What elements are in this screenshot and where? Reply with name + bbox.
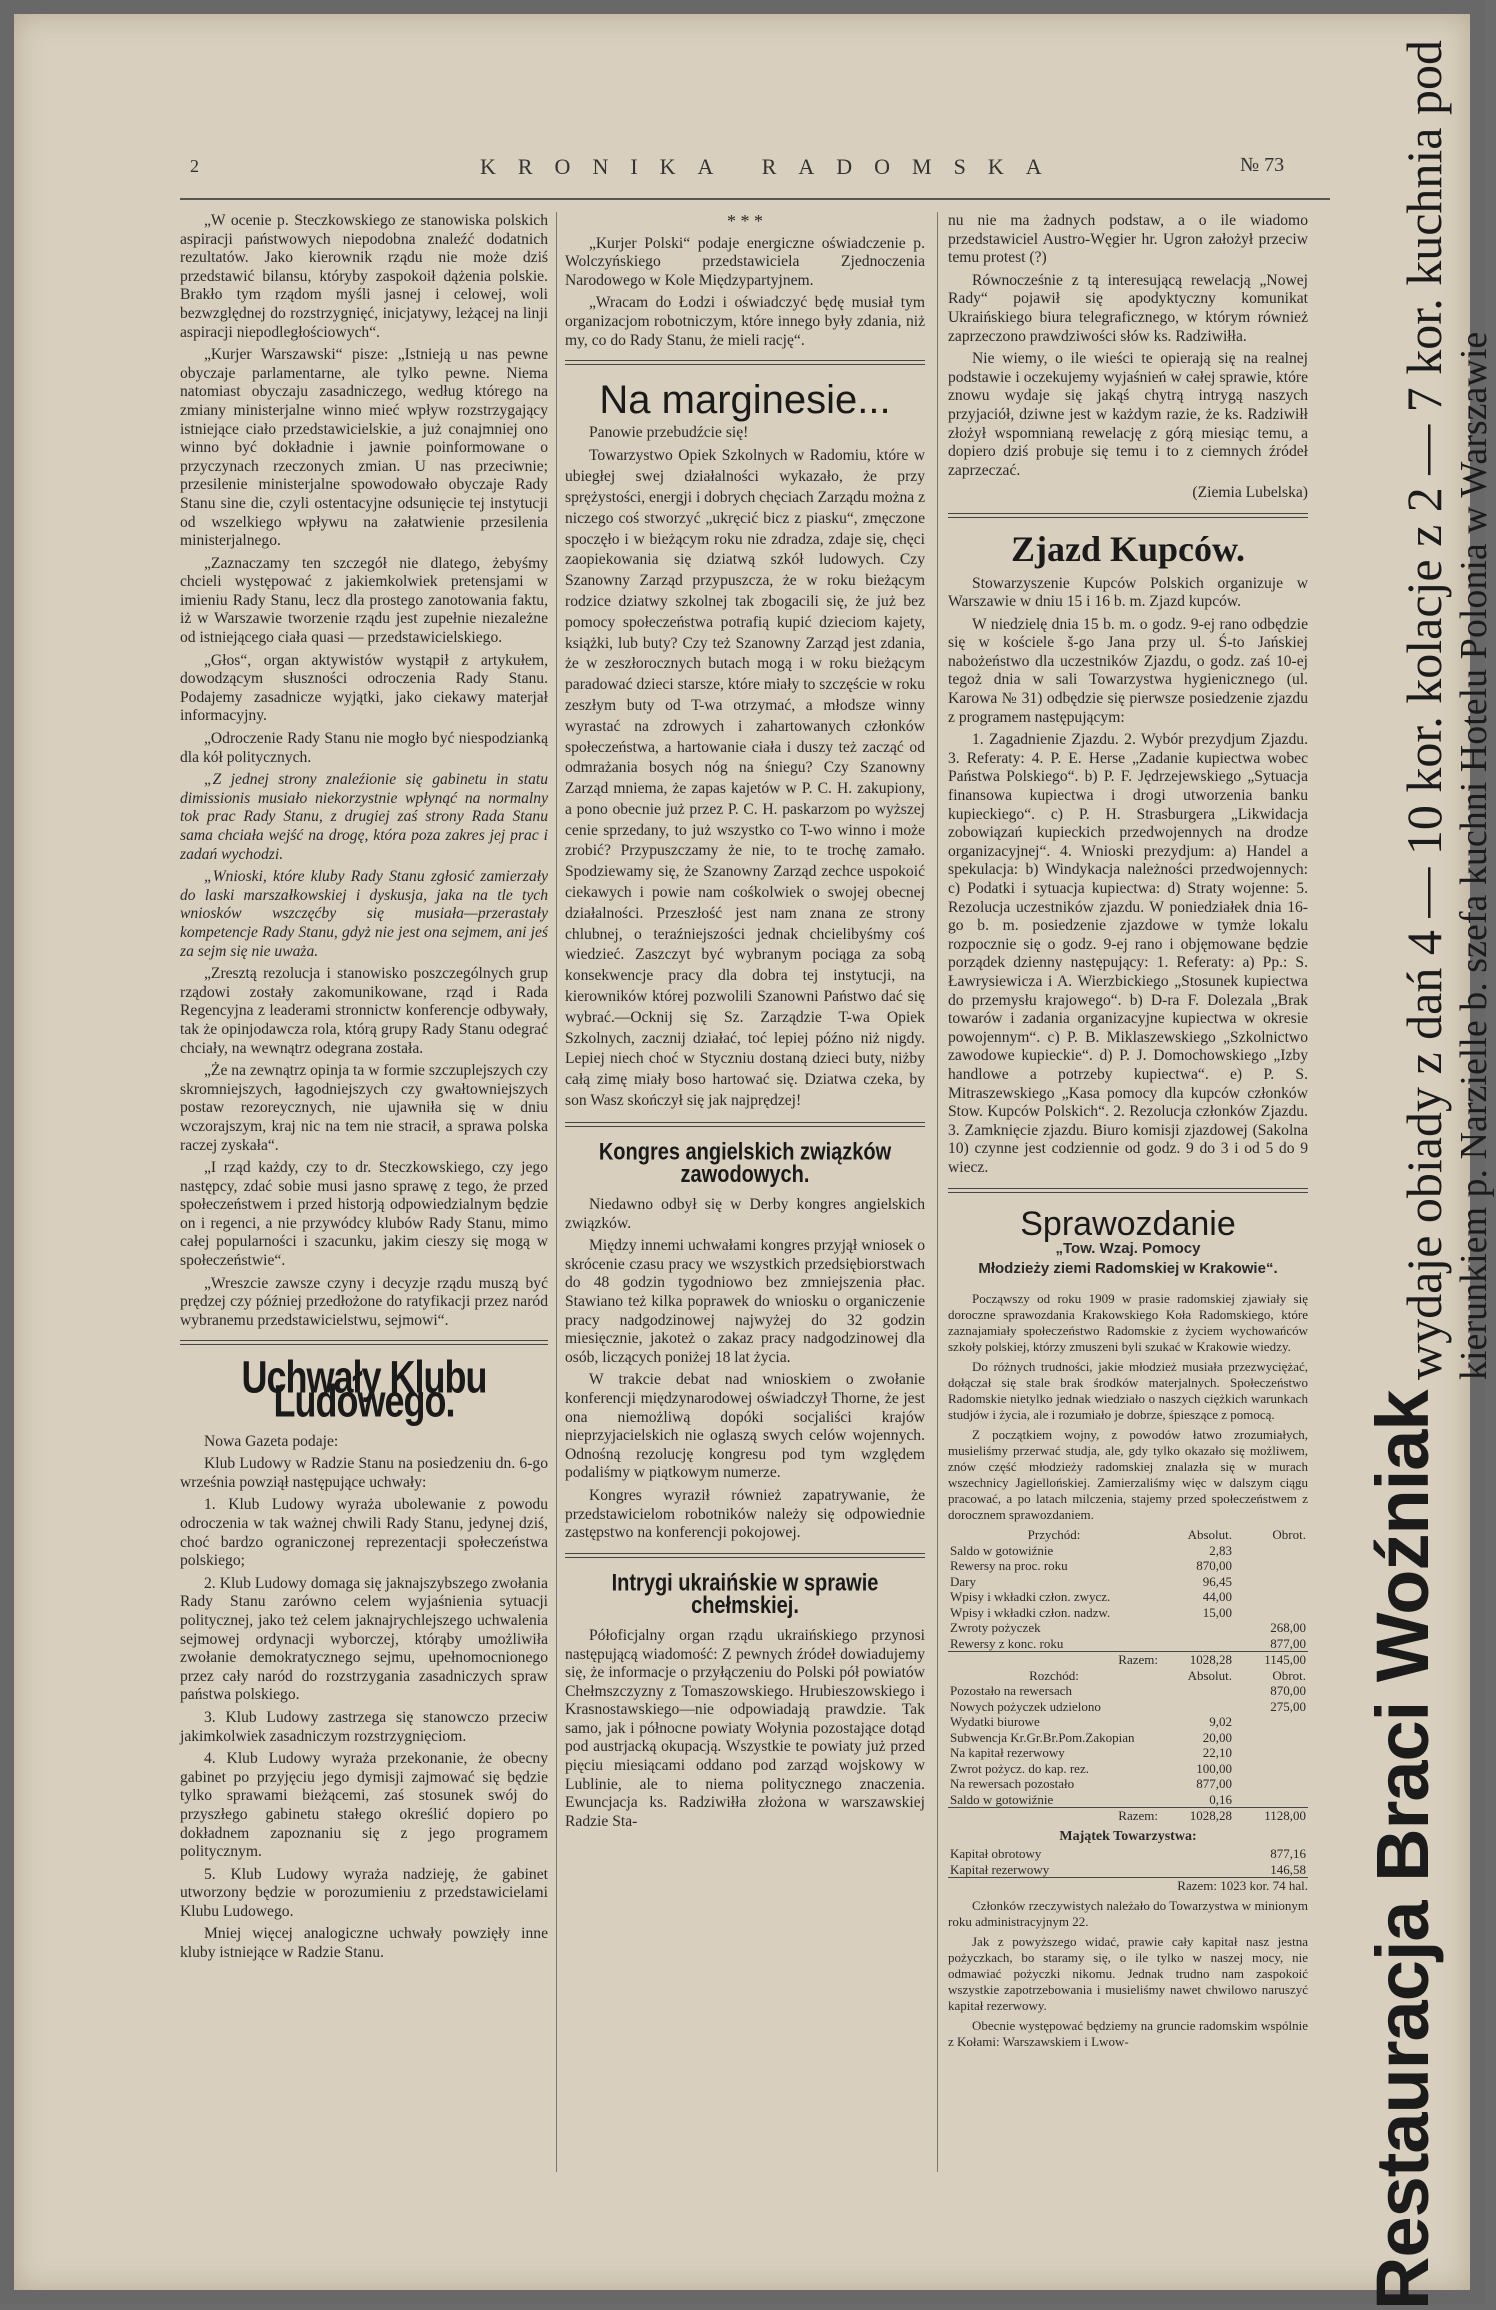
subtitle-line: „Tow. Wzaj. Pomocy: [1055, 1240, 1201, 1258]
paragraph: „Że na zewnątrz opinja ta w formie szczuplejszych czy skromniejszych, łagodniejszych czy gwałtowniejszych postaw rezoreycznych, nie ujawniła się w dniu wczorajszym, kraj nic na tem nie stracił, a sprawa polska raczej zyskała“.: [180, 1062, 548, 1154]
section-divider: [565, 1553, 925, 1558]
column-3: [948, 212, 1308, 2054]
table-cell: Saldo w gotowiźnie: [950, 1542, 1054, 1558]
article-title-na-marginesie: Na marginesie...: [599, 378, 891, 423]
table-cell: 100,00: [1196, 1760, 1232, 1776]
page-header: [180, 152, 1330, 188]
paragraph: „Wreszcie zawsze czyny i decyzje rządu muszą być prędzej czy później przedłożone do ratyfikacji przez naród wybranemu przedstawicielstwu, sejmowi“.: [180, 1274, 548, 1329]
table-cell: 870,00: [1196, 1558, 1232, 1574]
table-cell: 1028,28: [1189, 1652, 1232, 1668]
table-header-row: [948, 1668, 1308, 1684]
paragraph: „Zresztą rezolucja i stanowisko poszczególnych grup rządowi zostały zakomunikowane, rząd i Rada Regencyjna z leaderami stronnictw konferencje odbywały, tak że opinjodawcza rola, którą grupy Rady Stanu odegrać chciały, na wewnątrz odegrana została.: [180, 965, 548, 1057]
article-title-kongres: Kongres angielskich związków zawodowych.: [598, 1138, 892, 1188]
table-row: [948, 1558, 1308, 1574]
issue-number: № 73: [1240, 154, 1285, 176]
section-divider: [948, 1188, 1308, 1193]
table-cell: 20,00: [1202, 1729, 1232, 1745]
table-cell: Razem:: [1118, 1652, 1158, 1668]
paragraph: Mniej więcej analogiczne uchwały powzięły inne kluby istniejące w Radzie Stanu.: [180, 1925, 548, 1962]
table-cell: [1234, 1792, 1308, 1808]
table-cell: Wpisy i wkładki człon. zwycz.: [950, 1589, 1111, 1605]
table-cell: [1234, 1776, 1308, 1792]
paragraph: Równocześnie z tą interesującą rewelacją „Nowej Rady“ pojawił się apodyktyczny komunikat Ukraińskiego biura telegraficznego, w którym również zaprzeczono prawdziwości słów ks. Radziwiłła.: [948, 271, 1308, 345]
table-cell: Pozostało na rewersach: [950, 1683, 1073, 1699]
table-row: [948, 1730, 1308, 1746]
table-cell: Na kapitał rezerwowy: [950, 1745, 1065, 1761]
table-cell: [1160, 1699, 1234, 1715]
article-title-klub-ludowy: Uchwały Klubu Ludowego.: [241, 1351, 487, 1427]
paragraph: Kongres wyraził również zapatrywanie, że przedstawicielom robotników należy się odpowiednie zastępstwo na konferencji pokojowej.: [565, 1486, 925, 1542]
table-row: [948, 1589, 1308, 1605]
table-row: [948, 1714, 1308, 1730]
table-header-row: [948, 1527, 1308, 1543]
table-cell: 9,02: [1209, 1714, 1232, 1730]
section-divider: [565, 1122, 925, 1127]
advertisement-line-3: kierunkiem p. Narzielle b. szefa kuchni Hotelu Polonia w Warszawie: [1453, 331, 1495, 1380]
table-row: [948, 1574, 1308, 1590]
table-row: [948, 1620, 1308, 1636]
paragraph: 5. Klub Ludowy wyraża nadzieję, że gabinet utworzony będzie w porozumieniu z przedstawicielami Klubu Ludowego.: [180, 1865, 548, 1920]
table-cell: [1234, 1761, 1308, 1777]
column-2: [565, 212, 925, 1835]
paragraph: „Kurjer Warszawski“ pisze: „Istnieją u nas pewne obyczaje parlamentarne, ale tylko pewne. Niema natomiast obyczaju zasadniczego, według którego na zmiany ministerjalne winno mieć wpływ rozstrzygający istniejące ciało przedstawicielskie, a już conajmniej ono winno być dokładnie i jawnie poinformowane o przyczynach rzeczonych zmian. U nas przeciwnie; przesilenie ministerjalne spowodowało obyczaje Rady Stanu sine die, czyli ostentacyjne odsunięcie tej instytucji od wszelkiego wpływu na załatwienie przesilenia ministerjalnego.: [180, 346, 548, 550]
table-cell: [1234, 1558, 1308, 1574]
paragraph: Panowie przebudźcie się!: [589, 423, 749, 441]
table-cell: 96,45: [1202, 1573, 1232, 1589]
table-cell: [1160, 1683, 1234, 1699]
table-cell: 275,00: [1270, 1698, 1306, 1714]
table-header-cell: Absolut.: [1187, 1527, 1232, 1543]
paragraph: Towarzystwo Opiek Szkolnych w Radomiu, które w ubiegłej swej działalności wykazało, że przy sprężystości, energji i dobrych chęciach Zarządu można z niczego coś stworzyć „ukręcić bicz z piasku“, zmęczone spoczęło i w bieżącym roku nie zdradza, zdaje się, chęci zaopiekowania się dziatwą szkół ludowych. Czy Szanowny Zarząd przypuszcza, że w roku bieżącym rodzice dziatwy szkolnej tak zbogacili się, że już bez pomocy społeczeństwa potrafią kupić dzieciom kajety, książki, lub buty? Czy też Szanowny Zarząd jest zdania, że w zeszłorocznych butach mogą i w roku bieżącym paradować dzieci starsze, które miały to szczęście w roku zeszłym buty od T-wa otrzymać, a młodsze winny wyrastać na zdrowych i zahartowanych członków społeczeństwa, a hartowanie ciała i duszy też zacząć od odmrażania bosych nóg na śniegu? Czy Szanowny Zarząd mniema, że zapas kajetów w P. C. H. zakupiony, a pono obecnie już przez P. C. H. paskarzom po wyższej cenie sprzedany, to już wszystko co T-wo winno i może zrobić? Przypuszczamy że nie, to te trochę zamało. Spodziewamy się, że Szanowny Zarząd zechce uspokoić ciekawych i powie nam cośkolwiek o swojej obecnej działalności. Przeszłość jest nam znana ze strony chlubnej, o teraźniejszości jednak chcielibyśmy coś wiedzieć. Zaszczyt być wybranym pociąga za sobą konsekwencje pracy dla dobra tej instytucji, na kierowników której pozwolili Szanowni Państwo dać się wybrać.—Ocknij się Sz. Zarządzie T-wa Opiek Szkolnych, zacznij działać, toć lepiej późno niż nigdy. Lepiej niech choć w Styczniu dostaną dzieci buty, niżby całą zimę miały boso hartować się. Dziatwa czeka, by son Wasz skończył się jak najprędzej!: [565, 447, 925, 1110]
paragraph: „Głos“, organ aktywistów wystąpił z artykułem, dowodzącym słuszności odroczenia Rady Stanu. Podajemy zasadnicze wyjątki, jako ciekawy materjał informacyjny.: [180, 651, 548, 725]
paragraph: 1. Zagadnienie Zjazdu. 2. Wybór prezydjum Zjazdu. 3. Referaty: 4. P. E. Herse „Zadanie kupiectwa wobec Państwa Polskiego“. b) P. F. Jędrzejewskiego „Sytuacja finansowa kupiectwa i drogi utworzenia banku kupieckiego“. c) P. H. Strasburgera „Likwidacja zobowiązań kupieckich przedwojennych na drodze organizacyjnej“. 4. Wnioski prezydjum: a) Handel a spekulacja: b) Windykacja należności przedwojennych: c) Podatki i sytuacja kupiectwa: d) Straty wojenne: 5. Rezolucja uczestników zjazdu. W poniedziałek dnia 16-go b. m. posiedzenie zjazdowe w tymże lokalu rozpocznie się o godz. 9-ej rano i objęmowane będzie porządek dzienny następujący: 1. Referaty: a) Pp.: S. Ławrysiewicza i A. Wierzbickiego „Stosunek kupiectwa do przemysłu krajowego“. b) D-ra F. Dolezala „Brak towarów i zadania organizacyjne kupiectwa w okresie powojennym“. c) P. B. Miklaszewskiego „Szkolnictwo zawodowe kupieckie“. d) P. J. Domochowskiego „Izby handlowe a potrzeby kupiectwa“. e) P. S. Mitraszewskiego „Kasa pomocy dla kupców członków Stow. Kupców Polskich“. 2. Rezolucja członków Zjazdu. 3. Zamknięcie zjazdu. Biuro komisji zjazdowej (Sakolna 10) czynne jest codziennie od godz. 9 do 3 i od 5 do 9 wiecz.: [948, 731, 1308, 1176]
paragraph: Niedawno odbył się w Derby kongres angielskich związków.: [565, 1196, 925, 1232]
table-cell: 146,58: [1270, 1861, 1306, 1877]
subtitle-line: Młodzieży ziemi Radomskiej w Krakowie“.: [978, 1260, 1278, 1278]
table-row: [948, 1776, 1308, 1792]
table-row: [948, 1846, 1308, 1862]
table-cell: [1234, 1589, 1308, 1605]
table-cell: Zwroty pożyczek: [950, 1620, 1041, 1636]
paragraph: „Wracam do Łodzi i oświadczyć będę musiał tym organizacjom robotniczym, które innego były zdania, niż my, co do Rady Stanu, że mieli rację“.: [565, 294, 925, 349]
table-header-cell: Przychód:: [1027, 1527, 1081, 1543]
table-cell: 0,16: [1209, 1791, 1232, 1807]
paragraph: Nowa Gazeta podaje:: [204, 1432, 339, 1450]
table-cell: [1234, 1605, 1308, 1621]
masthead-title: KRONIKA RADOMSKA: [480, 154, 1064, 179]
table-cell: 877,16: [1270, 1846, 1306, 1862]
table-cell: 870,00: [1270, 1683, 1306, 1699]
paragraph: W trakcie debat nad wnioskiem o zwołanie konferencji międzynarodowej oświadczył Thorne, że jest ona niemożliwą dopóki socjaliści krajów nieprzyjacielskich nie oglaszą swych celów wojennych. Odnośną rezolucję kongresu pod tym względem podaliśmy w piątkowym numerze.: [565, 1371, 925, 1482]
table-header-cell: Obrot.: [1272, 1527, 1306, 1543]
paragraph: 2. Klub Ludowy domaga się jaknajszybszego zwołania Rady Stanu zarówno celem wyjaśnienia sytuacji politycznej, jako też celem jaknajrychlejszego uchwalenia sejmowej ordynacji wyborczej, którąby umożliwiła zwołanie demokratycznego sejmu, upełnomocnionego przez cały naród do rozstrzygania zasadniczych spraw państwa polskiego.: [180, 1574, 548, 1704]
paragraph: „Zaznaczamy ten szczegół nie dlatego, żebyśmy chcieli występować z jakiemkolwiek pretensjami w imieniu Rady Stanu, lecz dla prostego zanotowania faktu, iż w Warszawie tworzenie rządu jest zupełnie niezależne od istniejącego ciała quasi — przedstawicielskiego.: [180, 554, 548, 647]
table-cell: Kapitał obrotowy: [950, 1846, 1042, 1862]
table-cell: 1128,00: [1264, 1808, 1306, 1824]
paragraph: „Wnioski, które kluby Rady Stanu zgłosić zamierzały do laski marszałkowskiej i dyskusja, jaka na tle tych wniosków wszczęćby się musiała—przerastały kompetencje Rady Stanu, gdyż nie jest ona sejmem, ani jeś za sejm się nie uważa.: [180, 868, 548, 960]
paragraph: „Z jednej strony znaleźionie się gabinetu in statu dimissionis musiało niekorzystnie wpłynąć na normalny tok prac Rady Stanu, z drugiej zaś strony Rada Stanu sama chciała wejść na drogę, która poza zakres jej prac i zadań wychodzi.: [180, 771, 548, 863]
table-row: [948, 1862, 1308, 1878]
table-header-cell: Rozchód:: [1029, 1667, 1079, 1683]
table-cell: 44,00: [1202, 1589, 1232, 1605]
table-row: [948, 1792, 1308, 1808]
table-cell: [1234, 1714, 1308, 1730]
table-cell: Rewersy na proc. roku: [950, 1558, 1068, 1574]
table-cell: 22,10: [1202, 1745, 1232, 1761]
asterisk-separator: * * *: [727, 211, 763, 231]
assets-table: [948, 1846, 1308, 1877]
paragraph: Stowarzyszenie Kupców Polskich organizuje w Warszawie w dniu 15 i 16 b. m. Zjazd kupców.: [948, 574, 1308, 611]
table-cell: Dary: [950, 1573, 976, 1589]
paragraph: Członków rzeczywistych należało do Towarzystwa w minionym roku administracyjnym 22.: [948, 1898, 1308, 1930]
paragraph: Nie wiemy, o ile wieści te opierają się na realnej podstawie i oczekujemy wyjaśnień w całej sprawie, które znowu wydaje się jakąś chytrą intrygą naszych przyjaciół, dziwne jest w każdym razie, że ks. Radziwiłł złożył wspomnianą rewelację z górą miesiąc temu, a dopiero dziś probuje się temu i to z ciemnych źródeł zaprzeczać.: [948, 350, 1308, 479]
section-divider: [948, 513, 1308, 518]
income-table: [948, 1527, 1308, 1824]
table-cell: Zwrot pożycz. do kap. rez.: [950, 1760, 1089, 1776]
table-row: [948, 1543, 1308, 1559]
advertisement-line-2: wydaje obiady z dań 4 — 10 kor. kolacje z 2 — 7 kor. kuchnia pod: [1396, 40, 1452, 1380]
ad-headline: Restauracja Braci Woźniak: [1361, 1390, 1444, 2310]
table-cell: [1234, 1574, 1308, 1590]
table-cell: Nowych pożyczek udzielono: [950, 1698, 1101, 1714]
table-cell: 877,00: [1270, 1635, 1306, 1651]
paragraph: 3. Klub Ludowy zastrzega się stanowczo przeciw jakimkolwiek zasadniczym rozstrzygnięciom.: [180, 1708, 548, 1745]
table-cell: 1028,28: [1189, 1808, 1232, 1824]
column-divider: [556, 212, 557, 2172]
table-cell: [1160, 1636, 1234, 1652]
paragraph: 1. Klub Ludowy wyraża ubolewanie z powodu odroczenia w tak ważnej chwili Rady Stanu, jedynej dziś, choć bardzo ograniczonej reprezentacji społeczeństwa polskiego;: [180, 1496, 548, 1570]
table-cell: [1234, 1543, 1308, 1559]
table-cell: 2,83: [1209, 1542, 1232, 1558]
table-row: [948, 1605, 1308, 1621]
table-row: [948, 1683, 1308, 1699]
paragraph: „Kurjer Polski“ podaje energiczne oświadczenie p. Wolczyńskiego przedstawiciela Zjednoczenia Narodowego w Kole Międzypartyjnem.: [565, 234, 925, 289]
assets-title: Majątek Towarzystwa:: [1059, 1828, 1197, 1844]
table-cell: Subwencja Kr.Gr.Br.Pom.Zakopian: [950, 1729, 1135, 1745]
section-divider: [180, 1340, 548, 1345]
paragraph: Jak z powyższego widać, prawie cały kapitał nasz jestna pożyczkach, bo staramy się, o ile tylko w naszej mocy, nie odmawiać pożyczki nikomu. Jednak trudno nam zaspokoić wszystkie zapotrzebowania i musieliśmy nawet chwilowo naruszyć kapitał rezerwowy.: [948, 1934, 1308, 2014]
paragraph: Klub Ludowy w Radzie Stanu na posiedzeniu dn. 6-go września powziął następujące uchwały:: [180, 1455, 548, 1491]
table-row: [948, 1636, 1308, 1652]
paragraph: Półoficjalny organ rządu ukraińskiego przynosi następującą wiadomość: Z pewnych źródeł dowiadujemy się, że informacje o przyłączeniu do Polski pół powiatów Chełmszczyzny z Tomaszowskiego. Hrubieszowskiego i Krasnostawskiego—nie odpowiadają prawdzie. Tak samo, jak i północne powiaty Wołynia pozostające dotąd pod austrjacką okupacją. Wszystkie te powiaty już przed pięciu miesiącami oddano pod zarząd wojskowy w Lublinie, ale to niema politycznego znaczenia. Ewuncjacja ks. Radziwiłła złożona w warszawskiej Radzie Sta-: [565, 1626, 925, 1830]
table-cell: [1234, 1745, 1308, 1761]
paragraph: nu nie ma żadnych podstaw, a o ile wiadomo przedstawiciel Austro-Węgier hr. Ugron założył przeciw temu protest (?): [948, 212, 1308, 267]
table-cell: Wpisy i wkładki człon. nadzw.: [950, 1604, 1111, 1620]
paragraph: Z początkiem wojny, z powodów łatwo zrozumiałych, musieliśmy przerwać studja, ale, gdy tylko okazało się możliwem, znów część młodzieży radomskiej znalazła się w murach wszechnicy Jagiellońskiej. Zamierzaliśmy więc w dalszym ciągu pracować, a po latach milczenia, stajemy przed społeczeństwem z dorocznem sprawozdaniem.: [948, 1427, 1308, 1523]
article-title-intrygi: Intrygi ukraińskie w sprawie chełmskiej.: [611, 1569, 879, 1619]
source-attribution: (Ziemia Lubelska): [1192, 484, 1308, 502]
paragraph: Obecnie występować będziemy na gruncie radomskim wspólnie z Kołami: Warszawskiem i Lwow-: [948, 2018, 1308, 2050]
page-number: 2: [190, 156, 199, 176]
table-cell: Razem:: [1118, 1808, 1158, 1824]
section-divider: [565, 360, 925, 365]
table-cell: [1160, 1620, 1234, 1636]
table-cell: 1145,00: [1264, 1652, 1306, 1668]
paragraph: Między innemi uchwałami kongres przyjął wniosek o skrócenie czasu pracy we wszystkich przedsiębiorstwach do 48 godzin tygodniowo bez zmniejszenia płac. Stawiano też kilka poprawek do wniosku o organiczenie pracy nadgodzinowej najwyżej do 32 godzin miesięcznie, jakoteż o zakaz pracy nadgodzinowej dla osób, liczących poniżej 18 lat życia.: [565, 1237, 925, 1366]
table-cell: Kapitał rezerwowy: [950, 1861, 1050, 1877]
paragraph: „I rząd każdy, czy to dr. Steczkowskiego, czy jego następcy, zdać sobie musi jasno sprawę z tego, że przed społeczeństwem i przed historją odpowiedzialnym będzie on i regenci, a nie przywódcy klubów Rady Stanu, mimo całej popularności i szacunku, jakim cieszy się mogą w społeczeństwie“.: [180, 1159, 548, 1270]
table-cell: Saldo w gotowiźnie: [950, 1791, 1054, 1807]
column-divider: [937, 212, 938, 2172]
table-cell: 268,00: [1270, 1620, 1306, 1636]
table-cell: Rewersy z konc. roku: [950, 1635, 1064, 1651]
table-row: [948, 1745, 1308, 1761]
table-header-cell: Obrot.: [1272, 1667, 1306, 1683]
column-1: [180, 212, 548, 1967]
paragraph: W niedzielę dnia 15 b. m. o godz. 9-ej rano odbędzie się w kościele š-go Jana przy ul. Ś-to Jańskiej nabożeństwo dla uczestników Zjazdu, o godz. zaś 10-ej tegoż dnia w sali Towarzystwa hygienicznego (ul. Karowa № 31) odbędzie się pierwsze posiedzenie zjazdu z programem następującym:: [948, 615, 1308, 726]
paragraph: Do różnych trudności, jakie młodzież musiała przezwyciężać, dołączał się stale brak środków materjalnych. Społeczeństwo Radomskie nietylko jednak wiedziało o naszych ciężkich warunkach studjów i życia, ale i rozumiało je dobrze, śpieszące z pomocą.: [948, 1359, 1308, 1423]
table-cell: Na rewersach pozostało: [950, 1776, 1075, 1792]
paragraph: „W ocenie p. Steczkowskiego ze stanowiska polskich aspiracji państwowych niepodobna znaleźć dodatnich rezultatów. Jako kierownik rządu nie może dziś przedstawić bilansu, któryby zaspokoił dążenia polskie. Brakło tym rządom myśli jasnej i celowej, woli bezwzględnej do rozstrzygnięć, inicjatywy, leżącej na linji aspiracji niepodległościowych“.: [180, 212, 548, 341]
table-cell: 15,00: [1202, 1604, 1232, 1620]
assets-total: Razem: 1023 kor. 74 hal.: [948, 1877, 1308, 1894]
paragraph: Począwszy od roku 1909 w prasie radomskiej zjawiały się doroczne sprawozdania Krakowskiego Koła Radomskiego, które zaznajamiały społeczeństwo Radomskie z życiem wychowańców szkoły polskiej, którzy zmuszeni byli szukać w Krakowie wiedzy.: [948, 1291, 1308, 1355]
table-row: [948, 1761, 1308, 1777]
article-title-zjazd-kupcow: Zjazd Kupców.: [1010, 528, 1246, 569]
table-row: [948, 1699, 1308, 1715]
paragraph: 4. Klub Ludowy wyraża przekonanie, że obecny gabinet po przyjęciu jego dymisji zajmować się będzie tylko sprawami bieżącemi, zaś stosunek swój do przyszłego gabinetu stałego określić dopiero po dokładnem zapoznaniu się z jego programem politycznym.: [180, 1750, 548, 1861]
table-cell: Wydatki biurowe: [950, 1714, 1040, 1730]
article-subtitle: [948, 1239, 1308, 1279]
table-sum-row: [948, 1652, 1308, 1668]
table-cell: [1234, 1730, 1308, 1746]
header-rule: [180, 198, 1330, 200]
table-sum-row: [948, 1808, 1308, 1824]
table-header-cell: Absolut.: [1187, 1667, 1232, 1683]
article-title-sprawozdanie: Sprawozdanie: [1020, 1204, 1236, 1243]
table-cell: 877,00: [1196, 1776, 1232, 1792]
paragraph: „Odroczenie Rady Stanu nie mogło być niespodzianką dla kół politycznych.: [180, 730, 548, 766]
